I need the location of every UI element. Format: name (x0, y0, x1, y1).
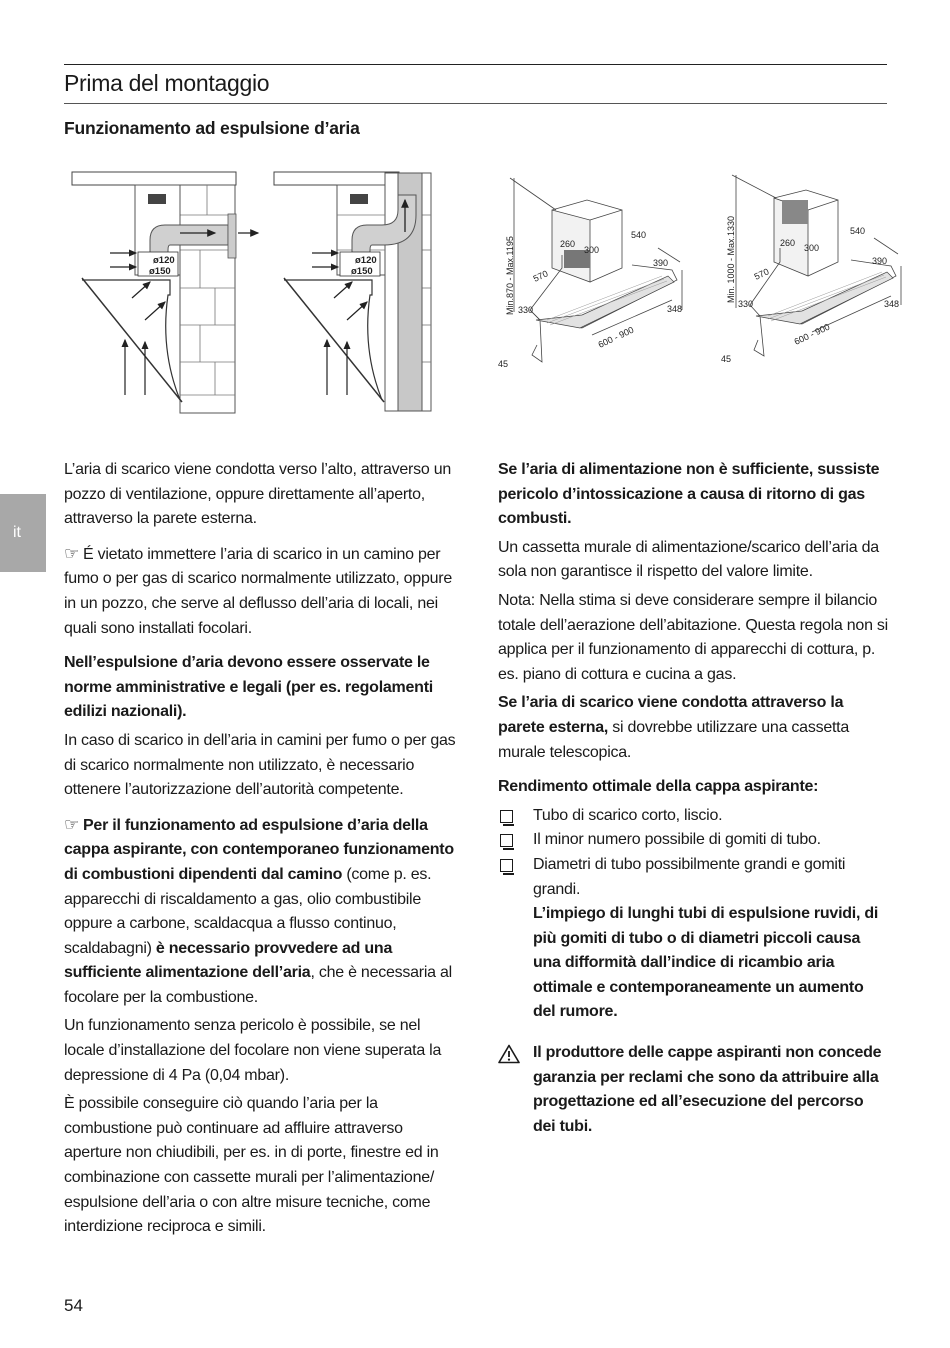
dim-348: 348 (667, 304, 683, 314)
duct-label-150: ø150 (351, 266, 373, 277)
list-item: Diametri di tubo possibilmente grandi e gomiti grandi. L’impiego di lunghi tubi di espulsione ruvidi, di più gomiti di tubo o di diametri piccoli causa una difformità dall’indice di ricambio aria ottimale e contemporaneamente un aumento del rumore. (498, 853, 888, 1025)
checkbox-icon (500, 834, 513, 847)
diagram-exhaust-shaft (272, 170, 442, 415)
list-item: Tubo di scarico corto, liscio. (498, 804, 888, 829)
dim-540: 540 (850, 226, 866, 236)
dim-260: 260 (560, 239, 576, 249)
dim-width: 600 - 900 (596, 324, 636, 350)
paragraph-bold: Nell’espulsione d’aria devono essere osservate le norme amministrative e legali (per es. regolamenti edilizi nazionali). (64, 654, 433, 721)
dim-300: 300 (804, 243, 820, 253)
page-number: 54 (64, 1296, 83, 1315)
note-paragraph: ☞ Per il funzionamento ad espulsione d’aria della cappa aspirante, con contemporaneo funzionamento di combustioni dipendenti dal camino (come p. es. apparecchi di riscaldamento a gas, olio combustibile oppure a carbone, scaldacqua a flusso continuo, scaldabagni) è necessario provvedere ad una sufficiente alimentazione dell’aria, che è necessaria al focolare per la combustione. (64, 814, 454, 1006)
dim-height-range: Min.870 - Max.1195 (505, 236, 515, 315)
dim-height-range: Min. 1000 - Max.1330 (726, 215, 736, 303)
warning-triangle-icon (498, 1044, 520, 1064)
list-note: L’impiego di lunghi tubi di espulsione ruvidi, di più gomiti di tubo o di diametri piccoli causa una difformità dall’indice di ricambio aria ottimale e contemporaneamente un aumento del rumore. (533, 905, 879, 1021)
paragraph: Se l’aria di scarico viene condotta attraverso la parete esterna, si dovrebbe utilizzare una cassetta murale telescopica. (498, 694, 850, 761)
checkbox-icon (500, 810, 513, 823)
dim-330: 330 (738, 299, 754, 309)
paragraph: È possibile conseguire ciò quando l’aria per la combustione può continuare ad affluire attraverso aperture non chiudibili, per es. in di porte, finestre ed in combinazione con cassette murali per l’alimentazione/ espulsione dell’aria o con altre misure tecniche, come interdizione reciproca e simili. (64, 1095, 439, 1236)
paragraph: Nota: Nella stima si deve considerare sempre il bilancio totale dell’aerazione dell’abitazione. Questa regola non si applica per il funzionamento di apparecchi di cottura, p. es. piano di cottura e cucina a gas. (498, 591, 888, 683)
dimension-drawing-right (716, 170, 916, 380)
dim-540: 540 (631, 230, 647, 240)
language-tab: it (0, 494, 46, 572)
warning-paragraph: Il produttore delle cappe aspiranti non concede garanzia per reclami che sono da attribuire alla progettazione ed all’esecuzione del percorso dei tubi. (498, 1041, 888, 1139)
dim-390: 390 (653, 258, 669, 268)
pointing-hand-icon: ☞ (64, 543, 79, 564)
page-title: Prima del montaggio (64, 64, 887, 104)
dim-width: 600 - 900 (792, 321, 832, 347)
dim-45: 45 (498, 359, 509, 369)
dim-330: 330 (518, 305, 534, 315)
checklist (498, 804, 888, 1025)
dim-390: 390 (872, 256, 888, 266)
list-title: Rendimento ottimale della cappa aspirante: (498, 778, 819, 796)
dim-45: 45 (721, 354, 732, 364)
dim-348: 348 (884, 299, 900, 309)
pointing-hand-icon: ☞ (64, 814, 79, 835)
right-column (498, 458, 888, 1139)
paragraph: Un funzionamento senza pericolo è possibile, se nel locale d’installazione del focolare non viene superata la depressione di 4 Pa (0,04 mbar). (64, 1017, 442, 1084)
checkbox-icon (500, 859, 513, 872)
duct-label-120: ø120 (153, 255, 175, 266)
duct-label-150: ø150 (149, 266, 171, 277)
paragraph: Un cassetta murale di alimentazione/scarico dell’aria da sola non garantisce il rispetto del valore limite. (498, 538, 879, 581)
section-title: Funzionamento ad espulsione d’aria (64, 118, 360, 138)
left-column (64, 458, 456, 1244)
dimension-drawing-left (492, 170, 702, 380)
paragraph: L’aria di scarico viene condotta verso l’alto, attraverso un pozzo di ventilazione, oppure direttamente all’aperto, attraverso la parete esterna. (64, 461, 451, 528)
list-item: Il minor numero possibile di gomiti di tubo. (498, 828, 888, 853)
dim-570: 570 (752, 266, 771, 282)
dim-570: 570 (531, 268, 550, 284)
paragraph-bold: Se l’aria di alimentazione non è sufficiente, sussiste pericolo d’intossicazione a causa di ritorno di gas combusti. (498, 461, 880, 528)
paragraph: In caso di scarico in dell’aria in camini per fumo o per gas di scarico normalmente non utilizzato, è necessario ottenere l’autorizzazione dell’autorità competente. (64, 731, 456, 799)
dim-300: 300 (584, 245, 600, 255)
dim-260: 260 (780, 238, 796, 248)
note-paragraph: ☞ É vietato immettere l’aria di scarico in un camino per fumo o per gas di scarico normalmente utilizzato, oppure in un pozzo, che serve al deflusso dell’aria di locali, nei quali sono installati focolari. (64, 543, 452, 637)
duct-label-120: ø120 (355, 255, 377, 266)
diagram-exhaust-wall (70, 170, 270, 415)
